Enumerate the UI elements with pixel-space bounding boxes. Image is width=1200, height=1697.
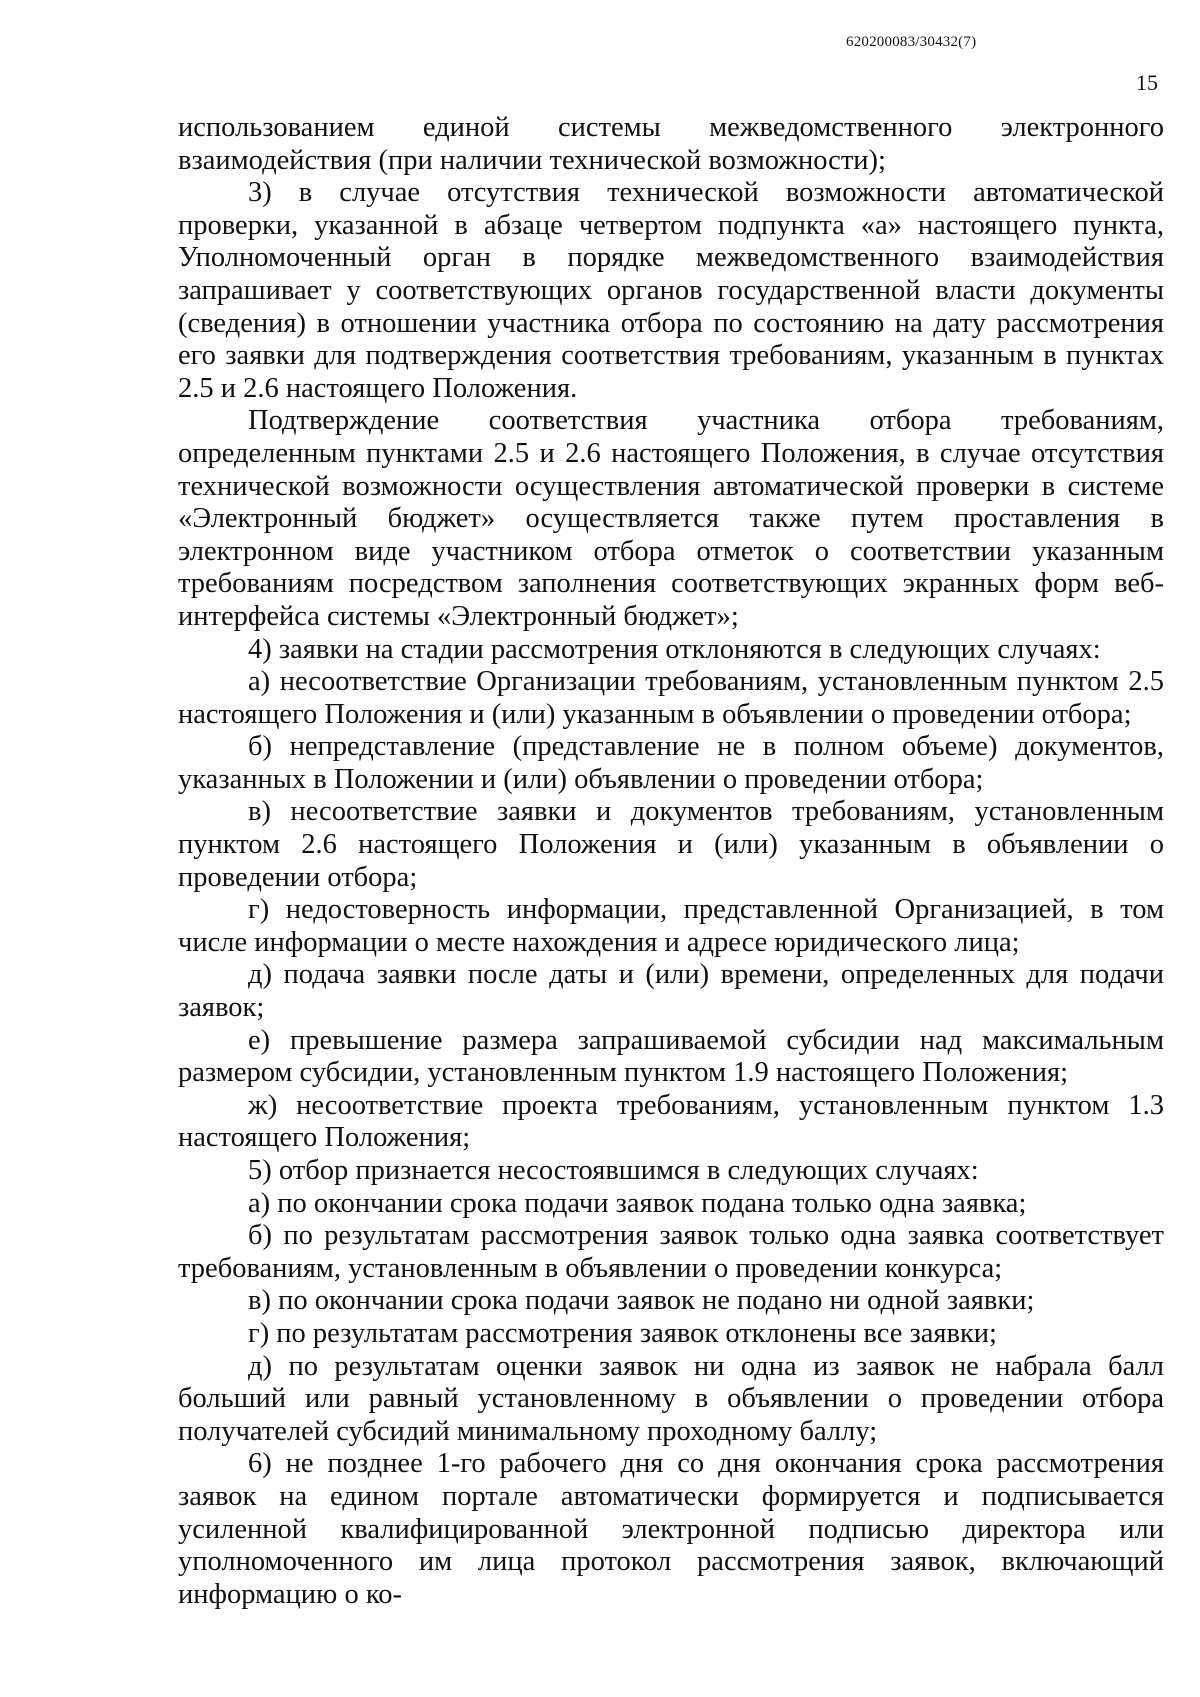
paragraph: е) превышение размера запрашиваемой субсидии над максимальным размером субсидии, установленным пунктом 1.9 настоящего Положения; — [178, 1024, 1164, 1089]
paragraph: а) по окончании срока подачи заявок подана только одна заявка; — [248, 1187, 1027, 1219]
document-code: 620200083/30432(7) — [846, 34, 977, 50]
paragraph: в) по окончании срока подачи заявок не подано ни одной заявки; — [248, 1285, 1035, 1317]
paragraph: д) подача заявки после даты и (или) времени, определенных для подачи заявок; — [178, 959, 1164, 1024]
paragraph: г) по результатам рассмотрения заявок отклонены все заявки; — [248, 1317, 997, 1349]
paragraph: б) по результатам рассмотрения заявок только одна заявка соответствует требованиям, установленным в объявлении о проведении конкурса; — [178, 1220, 1164, 1284]
paragraph: 5) отбор признается несостоявшимся в следующих случаях: — [248, 1155, 979, 1186]
paragraph: б) непредставление (представление не в полном объеме) документов, указанных в Положении и (или) объявлении о проведении отбора; — [178, 731, 1164, 795]
paragraph: в) несоответствие заявки и документов требованиям, установленным пунктом 2.6 настоящего Положения и (или) указанным в объявлении о проведении отбора; — [178, 796, 1164, 893]
paragraph: 4) заявки на стадии рассмотрения отклоняются в следующих случаях: — [248, 633, 1101, 665]
paragraph: 6) не позднее 1-го рабочего дня со дня окончания срока рассмотрения заявок на едином портале автоматически формируется и подписывается усиленной квалифицированной электронной подписью директора или уполномоченного им лица протокол рассмотрения заявок, включающий информацию о ко- — [178, 1448, 1164, 1610]
paragraph: 3) в случае отсутствия технической возможности автоматической проверки, указанной в абзаце четвертом подпункта «а» настоящего пункта, Уполномоченный орган в порядке межведомственного взаимодействия запрашивает у соответствующих органов государственной власти документы (сведения) в отношении участника отбора по состоянию на дату рассмотрения его заявки для подтверждения соответствия требованиям, указанным в пунктах 2.5 и 2.6 настоящего Положения. — [178, 177, 1164, 404]
paragraph: г) недостоверность информации, представленной Организацией, в том числе информации о месте нахождения и адресе юридического лица; — [178, 894, 1164, 958]
paragraph: использованием единой системы межведомственного электронного взаимодействия (при наличии технической возможности); — [178, 112, 1164, 176]
page-number: 15 — [1136, 70, 1158, 95]
paragraph: д) по результатам оценки заявок ни одна из заявок не набрала балл больший или равный установленному в объявлении о проведении отбора получателей субсидий минимальному проходному баллу; — [178, 1350, 1164, 1447]
paragraph: ж) несоответствие проекта требованиям, установленным пунктом 1.3 настоящего Положения; — [178, 1089, 1164, 1154]
document-body — [178, 112, 1164, 1611]
paragraph: а) несоответствие Организации требованиям, установленным пунктом 2.5 настоящего Положения и (или) указанным в объявлении о проведении отбора; — [178, 666, 1164, 730]
paragraph: Подтверждение соответствия участника отбора требованиям, определенным пунктами 2.5 и 2.6 настоящего Положения, в случае отсутствия технической возможности осуществления автоматической проверки в системе «Электронный бюджет» осуществляется также путем проставления в электронном виде участником отбора отметок о соответствии указанным требованиям посредством заполнения соответствующих экранных форм веб-интерфейса системы «Электронный бюджет»; — [178, 405, 1164, 632]
